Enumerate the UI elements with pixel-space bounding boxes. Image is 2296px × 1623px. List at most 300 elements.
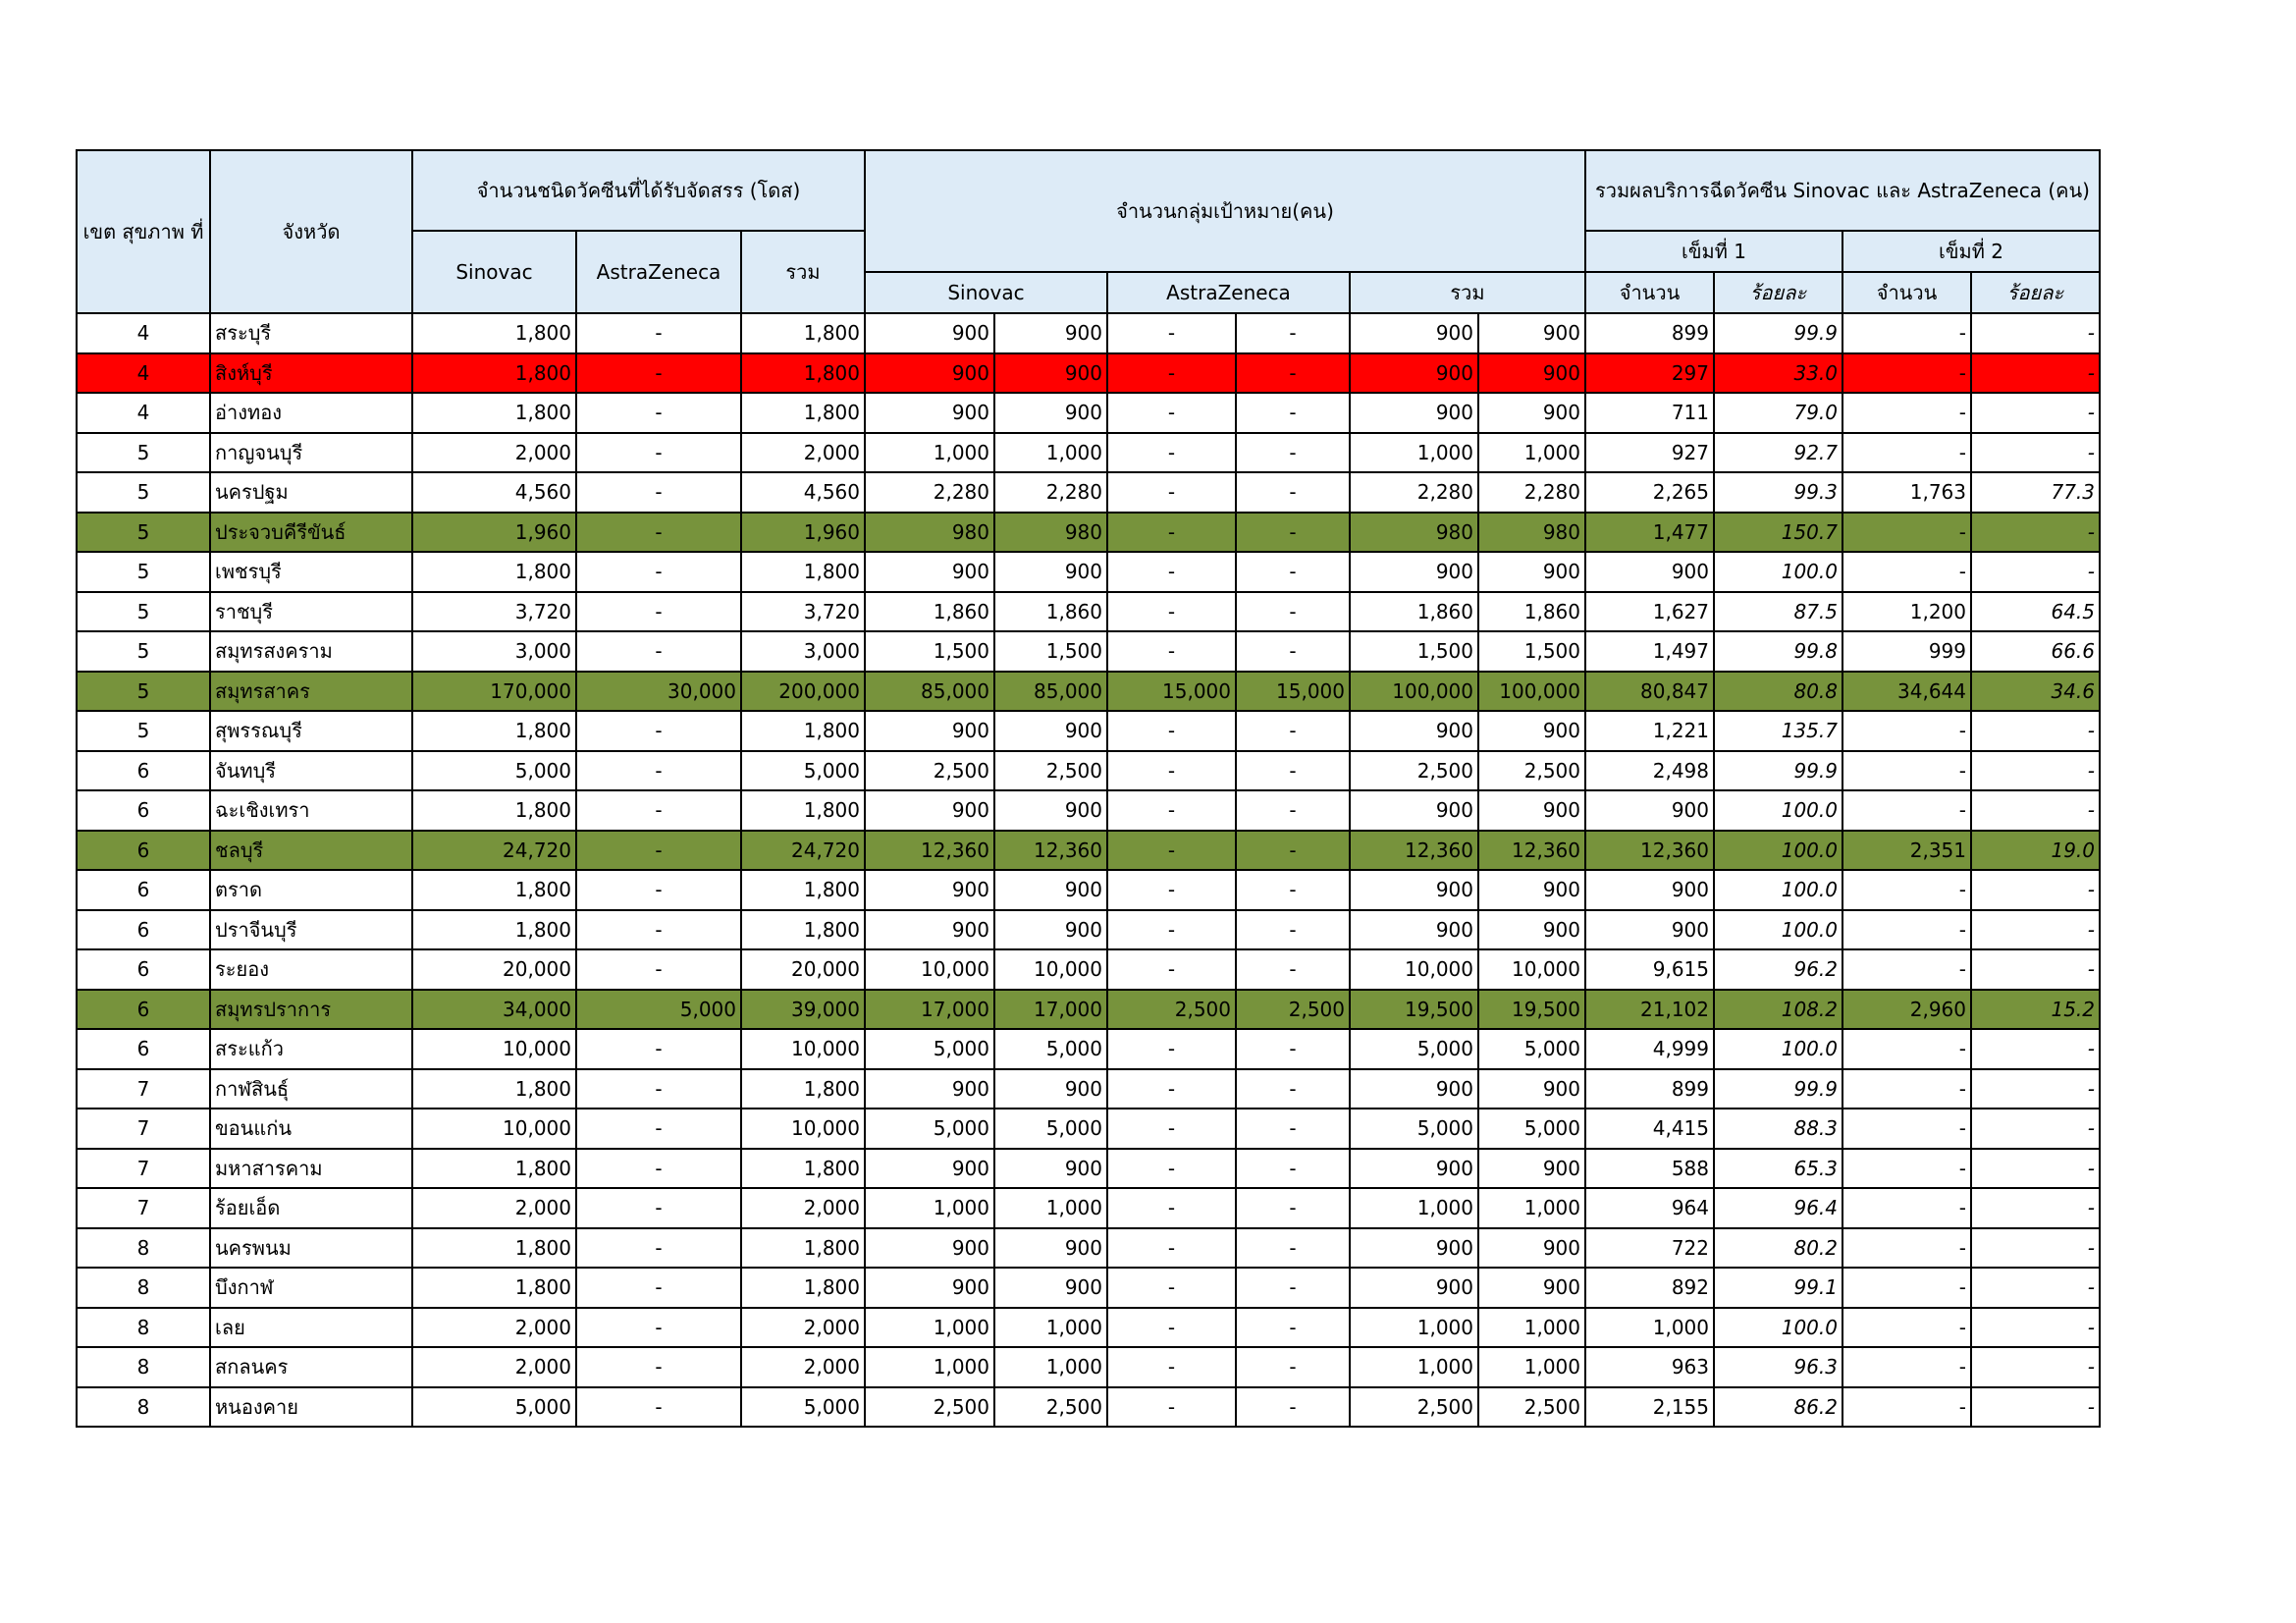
target-sinovac-dose2-cell: 1,000	[994, 433, 1107, 473]
dose2-percent-cell: -	[1971, 1188, 2100, 1228]
target-total-dose1-cell: 10,000	[1350, 949, 1478, 990]
target-sinovac-dose2-cell: 85,000	[994, 672, 1107, 712]
table-row	[77, 353, 2100, 394]
table-row	[77, 1149, 2100, 1189]
target-astrazeneca-dose1-cell: -	[1107, 433, 1236, 473]
dose2-count-cell: -	[1842, 1029, 1971, 1069]
target-sinovac-dose1-cell: 900	[865, 910, 994, 950]
target-total-dose2-cell: 900	[1478, 552, 1585, 592]
target-sinovac-dose1-cell: 1,500	[865, 631, 994, 672]
dose1-count-cell: 4,415	[1585, 1109, 1714, 1149]
region-cell: 6	[77, 910, 210, 950]
dose1-percent-header: ร้อยละ	[1714, 272, 1842, 313]
alloc-astrazeneca-cell: -	[576, 790, 741, 831]
region-cell: 6	[77, 831, 210, 871]
dose2-percent-cell: -	[1971, 513, 2100, 553]
province-cell: กาฬสินธุ์	[210, 1069, 412, 1109]
alloc-astrazeneca-cell: -	[576, 1387, 741, 1428]
target-astrazeneca-dose1-cell: -	[1107, 552, 1236, 592]
alloc-total-cell: 1,800	[741, 552, 865, 592]
alloc-total-cell: 3,000	[741, 631, 865, 672]
alloc-astrazeneca-cell: -	[576, 1188, 741, 1228]
table-row	[77, 631, 2100, 672]
alloc-astrazeneca-cell: 30,000	[576, 672, 741, 712]
target-astrazeneca-dose1-cell: -	[1107, 592, 1236, 632]
target-sinovac-dose2-cell: 900	[994, 870, 1107, 910]
dose2-percent-cell: -	[1971, 552, 2100, 592]
dose2-percent-cell: -	[1971, 1347, 2100, 1387]
target-astrazeneca-dose1-cell: -	[1107, 1188, 1236, 1228]
target-sinovac-dose2-cell: 5,000	[994, 1109, 1107, 1149]
region-cell: 6	[77, 949, 210, 990]
dose1-count-cell: 1,497	[1585, 631, 1714, 672]
alloc-sinovac-cell: 1,800	[412, 1149, 576, 1189]
alloc-astrazeneca-cell: -	[576, 949, 741, 990]
dose1-percent-cell: 96.3	[1714, 1347, 1842, 1387]
target-astrazeneca-dose2-cell: -	[1236, 1109, 1350, 1149]
dose1-percent-cell: 100.0	[1714, 870, 1842, 910]
target-astrazeneca-dose1-cell: -	[1107, 1109, 1236, 1149]
table-row	[77, 672, 2100, 712]
target-sinovac-header: Sinovac	[865, 272, 1107, 313]
target-total-dose2-cell: 900	[1478, 353, 1585, 394]
dose1-percent-cell: 65.3	[1714, 1149, 1842, 1189]
alloc-total-cell: 10,000	[741, 1029, 865, 1069]
alloc-astrazeneca-cell: 5,000	[576, 990, 741, 1030]
alloc-astrazeneca-cell: -	[576, 592, 741, 632]
target-group-header: จำนวนกลุ่มเป้าหมาย(คน)	[865, 150, 1585, 272]
alloc-astrazeneca-cell: -	[576, 393, 741, 433]
target-sinovac-dose1-cell: 1,860	[865, 592, 994, 632]
dose1-percent-cell: 150.7	[1714, 513, 1842, 553]
province-cell: สมุทรสงคราม	[210, 631, 412, 672]
dose1-percent-cell: 100.0	[1714, 790, 1842, 831]
target-sinovac-dose1-cell: 1,000	[865, 1188, 994, 1228]
dose1-percent-cell: 100.0	[1714, 1029, 1842, 1069]
table-row	[77, 1029, 2100, 1069]
target-astrazeneca-dose2-cell: -	[1236, 751, 1350, 791]
table-row	[77, 831, 2100, 871]
dose2-percent-cell: 34.6	[1971, 672, 2100, 712]
target-astrazeneca-dose2-cell: -	[1236, 1308, 1350, 1348]
region-cell: 6	[77, 1029, 210, 1069]
target-astrazeneca-dose1-cell: -	[1107, 870, 1236, 910]
province-cell: ปราจีนบุรี	[210, 910, 412, 950]
target-astrazeneca-dose1-cell: 15,000	[1107, 672, 1236, 712]
target-sinovac-dose2-cell: 900	[994, 711, 1107, 751]
alloc-sinovac-cell: 10,000	[412, 1109, 576, 1149]
table-row	[77, 592, 2100, 632]
alloc-total-cell: 24,720	[741, 831, 865, 871]
dose1-count-cell: 80,847	[1585, 672, 1714, 712]
target-astrazeneca-dose2-cell: -	[1236, 592, 1350, 632]
dose2-percent-cell: -	[1971, 1228, 2100, 1269]
region-cell: 5	[77, 472, 210, 513]
target-sinovac-dose1-cell: 2,500	[865, 1387, 994, 1428]
alloc-astrazeneca-header: AstraZeneca	[576, 231, 741, 313]
dose1-count-cell: 1,627	[1585, 592, 1714, 632]
target-total-dose1-cell: 1,000	[1350, 1188, 1478, 1228]
target-astrazeneca-dose1-cell: -	[1107, 711, 1236, 751]
dose1-percent-cell: 100.0	[1714, 1308, 1842, 1348]
region-cell: 6	[77, 870, 210, 910]
target-sinovac-dose2-cell: 900	[994, 790, 1107, 831]
dose1-percent-cell: 99.9	[1714, 751, 1842, 791]
region-cell: 4	[77, 393, 210, 433]
dose2-count-cell: -	[1842, 513, 1971, 553]
province-cell: เพชรบุรี	[210, 552, 412, 592]
alloc-sinovac-cell: 1,800	[412, 910, 576, 950]
dose2-count-cell: -	[1842, 870, 1971, 910]
province-cell: สมุทรปราการ	[210, 990, 412, 1030]
dose2-percent-cell: -	[1971, 1109, 2100, 1149]
target-total-dose2-cell: 100,000	[1478, 672, 1585, 712]
target-total-dose1-cell: 2,500	[1350, 751, 1478, 791]
target-total-dose2-cell: 900	[1478, 870, 1585, 910]
target-astrazeneca-dose1-cell: -	[1107, 910, 1236, 950]
target-total-dose2-cell: 1,000	[1478, 1308, 1585, 1348]
dose1-percent-cell: 100.0	[1714, 910, 1842, 950]
alloc-astrazeneca-cell: -	[576, 1268, 741, 1308]
dose2-count-cell: -	[1842, 790, 1971, 831]
province-cell: มหาสารคาม	[210, 1149, 412, 1189]
table-row	[77, 790, 2100, 831]
target-total-dose1-cell: 900	[1350, 313, 1478, 353]
alloc-sinovac-cell: 1,800	[412, 790, 576, 831]
dose1-count-cell: 1,477	[1585, 513, 1714, 553]
dose2-count-cell: 999	[1842, 631, 1971, 672]
alloc-total-cell: 1,800	[741, 393, 865, 433]
dose1-percent-cell: 80.2	[1714, 1228, 1842, 1269]
service-dose2-header: เข็มที่ 2	[1842, 231, 2100, 272]
table-row	[77, 1347, 2100, 1387]
alloc-astrazeneca-cell: -	[576, 513, 741, 553]
alloc-astrazeneca-cell: -	[576, 751, 741, 791]
table-row	[77, 870, 2100, 910]
province-cell: สุพรรณบุรี	[210, 711, 412, 751]
target-sinovac-dose2-cell: 1,860	[994, 592, 1107, 632]
alloc-sinovac-cell: 1,800	[412, 1228, 576, 1269]
target-total-dose1-cell: 900	[1350, 1149, 1478, 1189]
table-row	[77, 393, 2100, 433]
target-astrazeneca-dose1-cell: 2,500	[1107, 990, 1236, 1030]
target-sinovac-dose2-cell: 900	[994, 1069, 1107, 1109]
alloc-sinovac-cell: 2,000	[412, 1188, 576, 1228]
dose2-percent-cell: -	[1971, 1069, 2100, 1109]
region-cell: 4	[77, 313, 210, 353]
target-astrazeneca-dose2-cell: -	[1236, 1228, 1350, 1269]
alloc-total-cell: 1,800	[741, 1069, 865, 1109]
table-row	[77, 751, 2100, 791]
province-cell: ฉะเชิงเทรา	[210, 790, 412, 831]
dose2-percent-cell: -	[1971, 433, 2100, 473]
target-total-header: รวม	[1350, 272, 1585, 313]
alloc-total-cell: 1,800	[741, 1268, 865, 1308]
alloc-total-cell: 10,000	[741, 1109, 865, 1149]
dose1-count-cell: 4,999	[1585, 1029, 1714, 1069]
target-astrazeneca-dose2-cell: -	[1236, 313, 1350, 353]
region-cell: 4	[77, 353, 210, 394]
dose1-percent-cell: 92.7	[1714, 433, 1842, 473]
target-sinovac-dose2-cell: 980	[994, 513, 1107, 553]
dose1-count-cell: 900	[1585, 910, 1714, 950]
region-cell: 6	[77, 751, 210, 791]
dose1-percent-cell: 87.5	[1714, 592, 1842, 632]
region-cell: 5	[77, 513, 210, 553]
table-row	[77, 1069, 2100, 1109]
target-total-dose2-cell: 5,000	[1478, 1029, 1585, 1069]
alloc-sinovac-cell: 1,800	[412, 313, 576, 353]
target-total-dose1-cell: 100,000	[1350, 672, 1478, 712]
target-total-dose2-cell: 2,280	[1478, 472, 1585, 513]
alloc-astrazeneca-cell: -	[576, 1069, 741, 1109]
table-row	[77, 513, 2100, 553]
province-cell: ระยอง	[210, 949, 412, 990]
dose1-percent-cell: 99.1	[1714, 1268, 1842, 1308]
dose1-percent-cell: 88.3	[1714, 1109, 1842, 1149]
dose2-percent-cell: -	[1971, 1308, 2100, 1348]
target-astrazeneca-dose1-cell: -	[1107, 393, 1236, 433]
dose1-count-cell: 900	[1585, 870, 1714, 910]
alloc-sinovac-cell: 1,800	[412, 870, 576, 910]
dose2-count-cell: 1,200	[1842, 592, 1971, 632]
dose2-count-cell: -	[1842, 1069, 1971, 1109]
province-cell: สระบุรี	[210, 313, 412, 353]
alloc-sinovac-cell: 3,000	[412, 631, 576, 672]
target-total-dose1-cell: 900	[1350, 910, 1478, 950]
target-sinovac-dose2-cell: 900	[994, 1268, 1107, 1308]
target-total-dose1-cell: 900	[1350, 353, 1478, 394]
target-sinovac-dose1-cell: 900	[865, 711, 994, 751]
dose2-percent-cell: -	[1971, 1387, 2100, 1428]
alloc-astrazeneca-cell: -	[576, 433, 741, 473]
table-row	[77, 949, 2100, 990]
dose1-percent-cell: 80.8	[1714, 672, 1842, 712]
dose1-count-cell: 1,000	[1585, 1308, 1714, 1348]
target-sinovac-dose1-cell: 85,000	[865, 672, 994, 712]
target-sinovac-dose2-cell: 900	[994, 393, 1107, 433]
target-total-dose1-cell: 19,500	[1350, 990, 1478, 1030]
dose2-count-cell: -	[1842, 1347, 1971, 1387]
table-row	[77, 313, 2100, 353]
target-sinovac-dose2-cell: 12,360	[994, 831, 1107, 871]
alloc-astrazeneca-cell: -	[576, 313, 741, 353]
dose2-count-cell: -	[1842, 353, 1971, 394]
dose1-percent-cell: 99.9	[1714, 313, 1842, 353]
target-astrazeneca-dose2-cell: -	[1236, 433, 1350, 473]
region-header: เขต สุขภาพ ที่	[77, 150, 210, 313]
target-sinovac-dose2-cell: 900	[994, 910, 1107, 950]
target-total-dose2-cell: 900	[1478, 1268, 1585, 1308]
region-cell: 5	[77, 552, 210, 592]
alloc-total-cell: 2,000	[741, 1347, 865, 1387]
dose2-percent-cell: -	[1971, 1268, 2100, 1308]
dose1-percent-cell: 100.0	[1714, 552, 1842, 592]
target-sinovac-dose2-cell: 5,000	[994, 1029, 1107, 1069]
dose2-percent-cell: 77.3	[1971, 472, 2100, 513]
alloc-astrazeneca-cell: -	[576, 552, 741, 592]
province-cell: สระแก้ว	[210, 1029, 412, 1069]
dose1-count-cell: 899	[1585, 1069, 1714, 1109]
province-cell: สกลนคร	[210, 1347, 412, 1387]
dose2-count-cell: -	[1842, 1308, 1971, 1348]
target-total-dose1-cell: 900	[1350, 870, 1478, 910]
dose1-count-header: จำนวน	[1585, 272, 1714, 313]
target-astrazeneca-dose1-cell: -	[1107, 353, 1236, 394]
alloc-total-cell: 5,000	[741, 751, 865, 791]
dose1-percent-cell: 100.0	[1714, 831, 1842, 871]
dose1-percent-cell: 33.0	[1714, 353, 1842, 394]
dose1-count-cell: 964	[1585, 1188, 1714, 1228]
alloc-total-cell: 1,800	[741, 910, 865, 950]
alloc-sinovac-cell: 4,560	[412, 472, 576, 513]
target-total-dose2-cell: 1,000	[1478, 1347, 1585, 1387]
dose2-percent-cell: -	[1971, 949, 2100, 990]
province-cell: จันทบุรี	[210, 751, 412, 791]
alloc-total-cell: 2,000	[741, 433, 865, 473]
target-astrazeneca-dose2-cell: -	[1236, 1029, 1350, 1069]
table-row	[77, 1387, 2100, 1428]
target-total-dose2-cell: 10,000	[1478, 949, 1585, 990]
alloc-total-cell: 1,800	[741, 1149, 865, 1189]
target-astrazeneca-dose2-cell: -	[1236, 790, 1350, 831]
alloc-total-cell: 2,000	[741, 1308, 865, 1348]
dose1-count-cell: 2,155	[1585, 1387, 1714, 1428]
target-sinovac-dose1-cell: 12,360	[865, 831, 994, 871]
target-sinovac-dose1-cell: 1,000	[865, 433, 994, 473]
table-row	[77, 472, 2100, 513]
target-astrazeneca-dose1-cell: -	[1107, 313, 1236, 353]
target-sinovac-dose2-cell: 17,000	[994, 990, 1107, 1030]
target-sinovac-dose2-cell: 900	[994, 552, 1107, 592]
dose1-count-cell: 1,221	[1585, 711, 1714, 751]
region-cell: 8	[77, 1387, 210, 1428]
target-astrazeneca-dose2-cell: -	[1236, 1069, 1350, 1109]
target-sinovac-dose2-cell: 1,500	[994, 631, 1107, 672]
dose1-percent-cell: 79.0	[1714, 393, 1842, 433]
target-astrazeneca-header: AstraZeneca	[1107, 272, 1350, 313]
dose1-percent-cell: 96.4	[1714, 1188, 1842, 1228]
target-astrazeneca-dose2-cell: -	[1236, 353, 1350, 394]
target-total-dose2-cell: 2,500	[1478, 1387, 1585, 1428]
alloc-total-cell: 1,800	[741, 790, 865, 831]
target-total-dose2-cell: 900	[1478, 1149, 1585, 1189]
dose1-count-cell: 297	[1585, 353, 1714, 394]
dose1-count-cell: 927	[1585, 433, 1714, 473]
dose2-count-cell: -	[1842, 1387, 1971, 1428]
dose1-count-cell: 12,360	[1585, 831, 1714, 871]
alloc-sinovac-cell: 1,960	[412, 513, 576, 553]
dose2-percent-cell: -	[1971, 313, 2100, 353]
region-cell: 8	[77, 1308, 210, 1348]
dose2-percent-cell: -	[1971, 751, 2100, 791]
alloc-astrazeneca-cell: -	[576, 1308, 741, 1348]
dose2-percent-cell: 64.5	[1971, 592, 2100, 632]
target-total-dose1-cell: 5,000	[1350, 1029, 1478, 1069]
target-sinovac-dose1-cell: 980	[865, 513, 994, 553]
alloc-astrazeneca-cell: -	[576, 910, 741, 950]
target-sinovac-dose1-cell: 900	[865, 313, 994, 353]
table-row	[77, 711, 2100, 751]
target-sinovac-dose1-cell: 2,500	[865, 751, 994, 791]
target-astrazeneca-dose2-cell: -	[1236, 393, 1350, 433]
target-astrazeneca-dose1-cell: -	[1107, 1347, 1236, 1387]
target-astrazeneca-dose2-cell: -	[1236, 1347, 1350, 1387]
table-row	[77, 990, 2100, 1030]
dose2-percent-cell: -	[1971, 711, 2100, 751]
province-cell: ประจวบคีรีขันธ์	[210, 513, 412, 553]
table-row	[77, 1268, 2100, 1308]
vaccine-table	[76, 149, 2101, 1428]
dose1-count-cell: 900	[1585, 552, 1714, 592]
target-astrazeneca-dose2-cell: -	[1236, 552, 1350, 592]
alloc-total-cell: 2,000	[741, 1188, 865, 1228]
alloc-sinovac-cell: 1,800	[412, 1268, 576, 1308]
dose2-count-cell: -	[1842, 1188, 1971, 1228]
table-row	[77, 1109, 2100, 1149]
dose1-count-cell: 722	[1585, 1228, 1714, 1269]
alloc-astrazeneca-cell: -	[576, 1149, 741, 1189]
target-sinovac-dose2-cell: 1,000	[994, 1347, 1107, 1387]
alloc-total-cell: 1,800	[741, 1228, 865, 1269]
target-sinovac-dose1-cell: 900	[865, 552, 994, 592]
target-total-dose1-cell: 900	[1350, 1268, 1478, 1308]
dose1-count-cell: 9,615	[1585, 949, 1714, 990]
target-total-dose1-cell: 1,000	[1350, 1308, 1478, 1348]
dose1-count-cell: 21,102	[1585, 990, 1714, 1030]
dose2-percent-cell: -	[1971, 790, 2100, 831]
service-dose1-header: เข็มที่ 1	[1585, 231, 1842, 272]
alloc-sinovac-cell: 5,000	[412, 1387, 576, 1428]
dose2-percent-cell: -	[1971, 1029, 2100, 1069]
service-group-header: รวมผลบริการฉีดวัคซีน Sinovac และ AstraZeneca (คน)	[1585, 150, 2100, 231]
target-total-dose2-cell: 900	[1478, 711, 1585, 751]
alloc-sinovac-cell: 2,000	[412, 1347, 576, 1387]
alloc-total-cell: 1,800	[741, 353, 865, 394]
region-cell: 7	[77, 1149, 210, 1189]
target-astrazeneca-dose2-cell: -	[1236, 870, 1350, 910]
target-sinovac-dose2-cell: 900	[994, 313, 1107, 353]
province-cell: ราชบุรี	[210, 592, 412, 632]
alloc-astrazeneca-cell: -	[576, 1347, 741, 1387]
alloc-astrazeneca-cell: -	[576, 631, 741, 672]
alloc-sinovac-cell: 1,800	[412, 711, 576, 751]
alloc-astrazeneca-cell: -	[576, 831, 741, 871]
dose2-percent-cell: -	[1971, 353, 2100, 394]
alloc-astrazeneca-cell: -	[576, 1029, 741, 1069]
table-row	[77, 552, 2100, 592]
region-cell: 6	[77, 990, 210, 1030]
dose1-percent-cell: 96.2	[1714, 949, 1842, 990]
dose2-count-cell: -	[1842, 949, 1971, 990]
dose1-count-cell: 2,265	[1585, 472, 1714, 513]
province-cell: อ่างทอง	[210, 393, 412, 433]
alloc-sinovac-cell: 1,800	[412, 1069, 576, 1109]
target-total-dose1-cell: 900	[1350, 393, 1478, 433]
province-cell: สมุทรสาคร	[210, 672, 412, 712]
target-astrazeneca-dose2-cell: -	[1236, 513, 1350, 553]
dose2-count-cell: -	[1842, 1268, 1971, 1308]
province-cell: เลย	[210, 1308, 412, 1348]
target-astrazeneca-dose1-cell: -	[1107, 513, 1236, 553]
target-astrazeneca-dose2-cell: -	[1236, 1387, 1350, 1428]
target-astrazeneca-dose1-cell: -	[1107, 1149, 1236, 1189]
province-cell: ตราด	[210, 870, 412, 910]
target-total-dose1-cell: 1,000	[1350, 433, 1478, 473]
dose1-count-cell: 892	[1585, 1268, 1714, 1308]
alloc-total-header: รวม	[741, 231, 865, 313]
target-total-dose1-cell: 900	[1350, 711, 1478, 751]
